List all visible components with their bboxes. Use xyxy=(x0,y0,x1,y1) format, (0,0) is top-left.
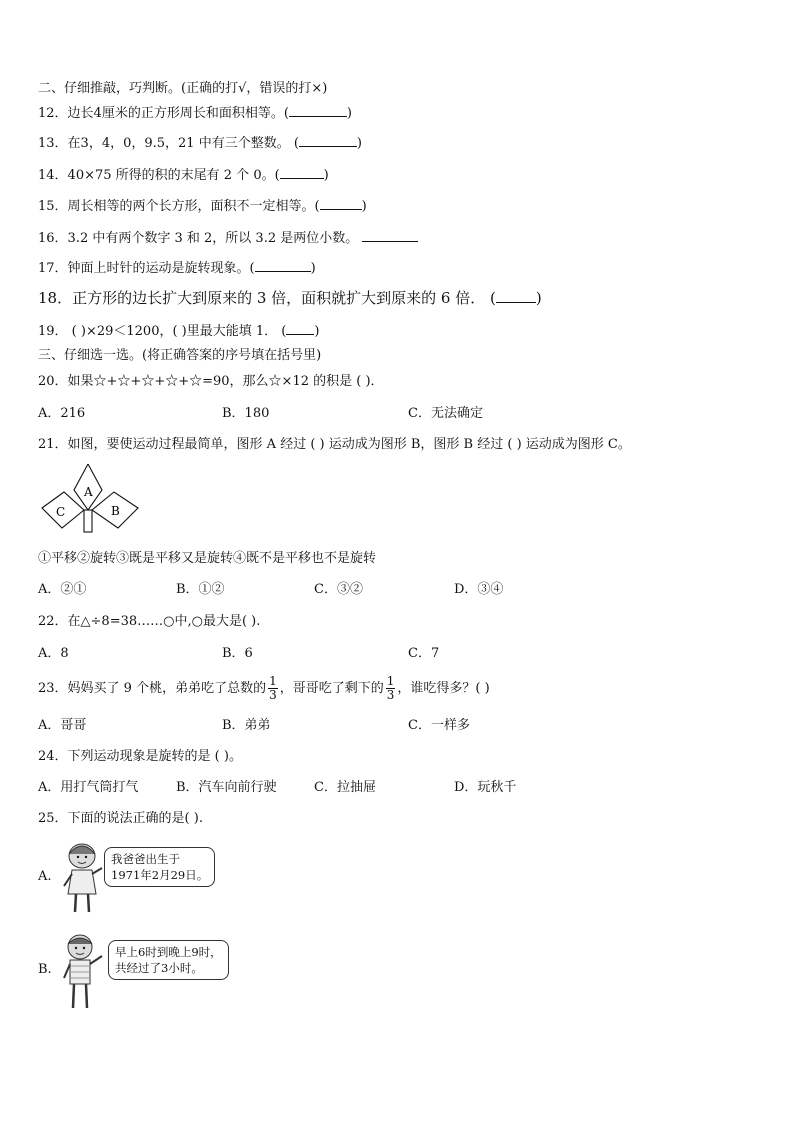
q24-option-a[interactable]: A．用打气筒打气 xyxy=(38,780,139,795)
question-21: 21．如图，要使运动过程最简单，图形 A 经过 ( ) 运动成为图形 B，图形 B 经过 ( ) 运动成为图形 C。 xyxy=(38,437,631,452)
fraction-one-third: $\frac{1}{3}$ xyxy=(386,674,395,702)
q20-option-b[interactable]: B．180 xyxy=(222,406,270,421)
q23-option-a[interactable]: A．哥哥 xyxy=(38,718,87,733)
question-20: 20．如果☆+☆+☆+☆+☆=90，那么☆×12 的积是 ( )． xyxy=(38,374,384,389)
q23-option-b[interactable]: B．弟弟 xyxy=(222,718,271,733)
q24-option-c[interactable]: C．拉抽屉 xyxy=(314,780,376,795)
question-text: 18．正方形的边长扩大到原来的 3 倍，面积就扩大到原来的 6 倍． ( xyxy=(38,289,496,307)
question-17: 17．钟面上时针的运动是旋转现象。( ) xyxy=(38,261,316,276)
label-c: C xyxy=(56,505,66,519)
answer-blank[interactable] xyxy=(496,290,536,303)
question-25: 25．下面的说法正确的是( ). xyxy=(38,811,203,826)
section3-title: 三、仔细选一选。(将正确答案的序号填在括号里) xyxy=(38,348,322,363)
question-23 xyxy=(38,674,490,704)
question-text: 13．在3，4，0，9.5，21 中有三个整数。 ( xyxy=(38,136,299,151)
question-text: ，谁吃得多？( ) xyxy=(397,681,490,696)
q22-option-a[interactable]: A．8 xyxy=(38,646,69,661)
question-22: 22．在△÷8=38……○中,○最大是( ). xyxy=(38,614,261,629)
question-13: 13．在3，4，0，9.5，21 中有三个整数。 ( ) xyxy=(38,136,362,151)
question-24: 24．下列运动现象是旋转的是 ( )。 xyxy=(38,749,242,764)
speech-bubble-b: 早上6时到晚上9时， 共经过了3小时。 xyxy=(108,940,229,980)
q20-option-a[interactable]: A．216 xyxy=(38,406,86,421)
rotation-figure xyxy=(38,464,142,540)
answer-blank[interactable] xyxy=(299,134,357,147)
answer-blank[interactable] xyxy=(286,322,314,335)
girl-figure xyxy=(60,840,104,916)
question-text: ，哥哥吃了剩下的 xyxy=(279,681,384,696)
question-text: 16．3.2 中有两个数字 3 和 2，所以 3.2 是两位小数。 xyxy=(38,231,359,246)
section2-title: 二、仔细推敲，巧判断。(正确的打√，错误的打×) xyxy=(38,81,328,96)
fraction-one-third: $\frac{1}{3}$ xyxy=(269,674,277,702)
question-text: 17．钟面上时针的运动是旋转现象。( xyxy=(38,261,255,276)
q21-option-c[interactable]: C．③② xyxy=(314,582,363,597)
answer-blank[interactable] xyxy=(362,229,418,242)
pivot-stick xyxy=(84,510,92,532)
question-text: 15．周长相等的两个长方形，面积不一定相等。( xyxy=(38,199,320,214)
question-16 xyxy=(38,229,418,248)
q24-option-b[interactable]: B．汽车向前行驶 xyxy=(176,780,277,795)
question-12: 12．边长4厘米的正方形周长和面积相等。( ) xyxy=(38,106,352,121)
question-14: 14．40×75 所得的积的末尾有 2 个 0。( ) xyxy=(38,168,329,183)
answer-blank[interactable] xyxy=(320,197,362,210)
answer-blank[interactable] xyxy=(289,104,347,117)
q21-choices: ①平移②旋转③既是平移又是旋转④既不是平移也不是旋转 xyxy=(38,551,377,566)
boy-figure xyxy=(60,932,106,1012)
q25-option-b-label[interactable]: B. xyxy=(38,962,52,977)
q22-option-c[interactable]: C．7 xyxy=(408,646,440,661)
question-text: 23．妈妈买了 9 个桃，弟弟吃了总数的 xyxy=(38,681,267,696)
answer-blank[interactable] xyxy=(280,166,324,179)
q21-option-d[interactable]: D．③④ xyxy=(454,582,504,597)
label-a: A xyxy=(84,485,93,499)
q22-option-b[interactable]: B．6 xyxy=(222,646,253,661)
question-text: 19． ( )×29＜1200，( )里最大能填 1． ( xyxy=(38,324,287,339)
label-b: B xyxy=(111,504,120,518)
question-15: 15．周长相等的两个长方形，面积不一定相等。( ) xyxy=(38,199,367,214)
q25-option-a-label[interactable]: A. xyxy=(38,869,52,884)
speech-bubble-a: 我爸爸出生于 1971年2月29日。 xyxy=(104,847,215,887)
question-text: 14．40×75 所得的积的末尾有 2 个 0。( xyxy=(38,168,280,183)
q21-option-b[interactable]: B．①② xyxy=(176,582,225,597)
q20-option-c[interactable]: C．无法确定 xyxy=(408,406,483,421)
question-text: 12．边长4厘米的正方形周长和面积相等。( xyxy=(38,106,289,121)
q23-option-c[interactable]: C．一样多 xyxy=(408,718,470,733)
q24-option-d[interactable]: D．玩秋千 xyxy=(454,780,517,795)
question-18: 18．正方形的边长扩大到原来的 3 倍，面积就扩大到原来的 6 倍． ( ) xyxy=(38,289,542,307)
q21-option-a[interactable]: A．②① xyxy=(38,582,87,597)
question-19: 19． ( )×29＜1200，( )里最大能填 1． ( ) xyxy=(38,324,320,339)
answer-blank[interactable] xyxy=(255,259,311,272)
